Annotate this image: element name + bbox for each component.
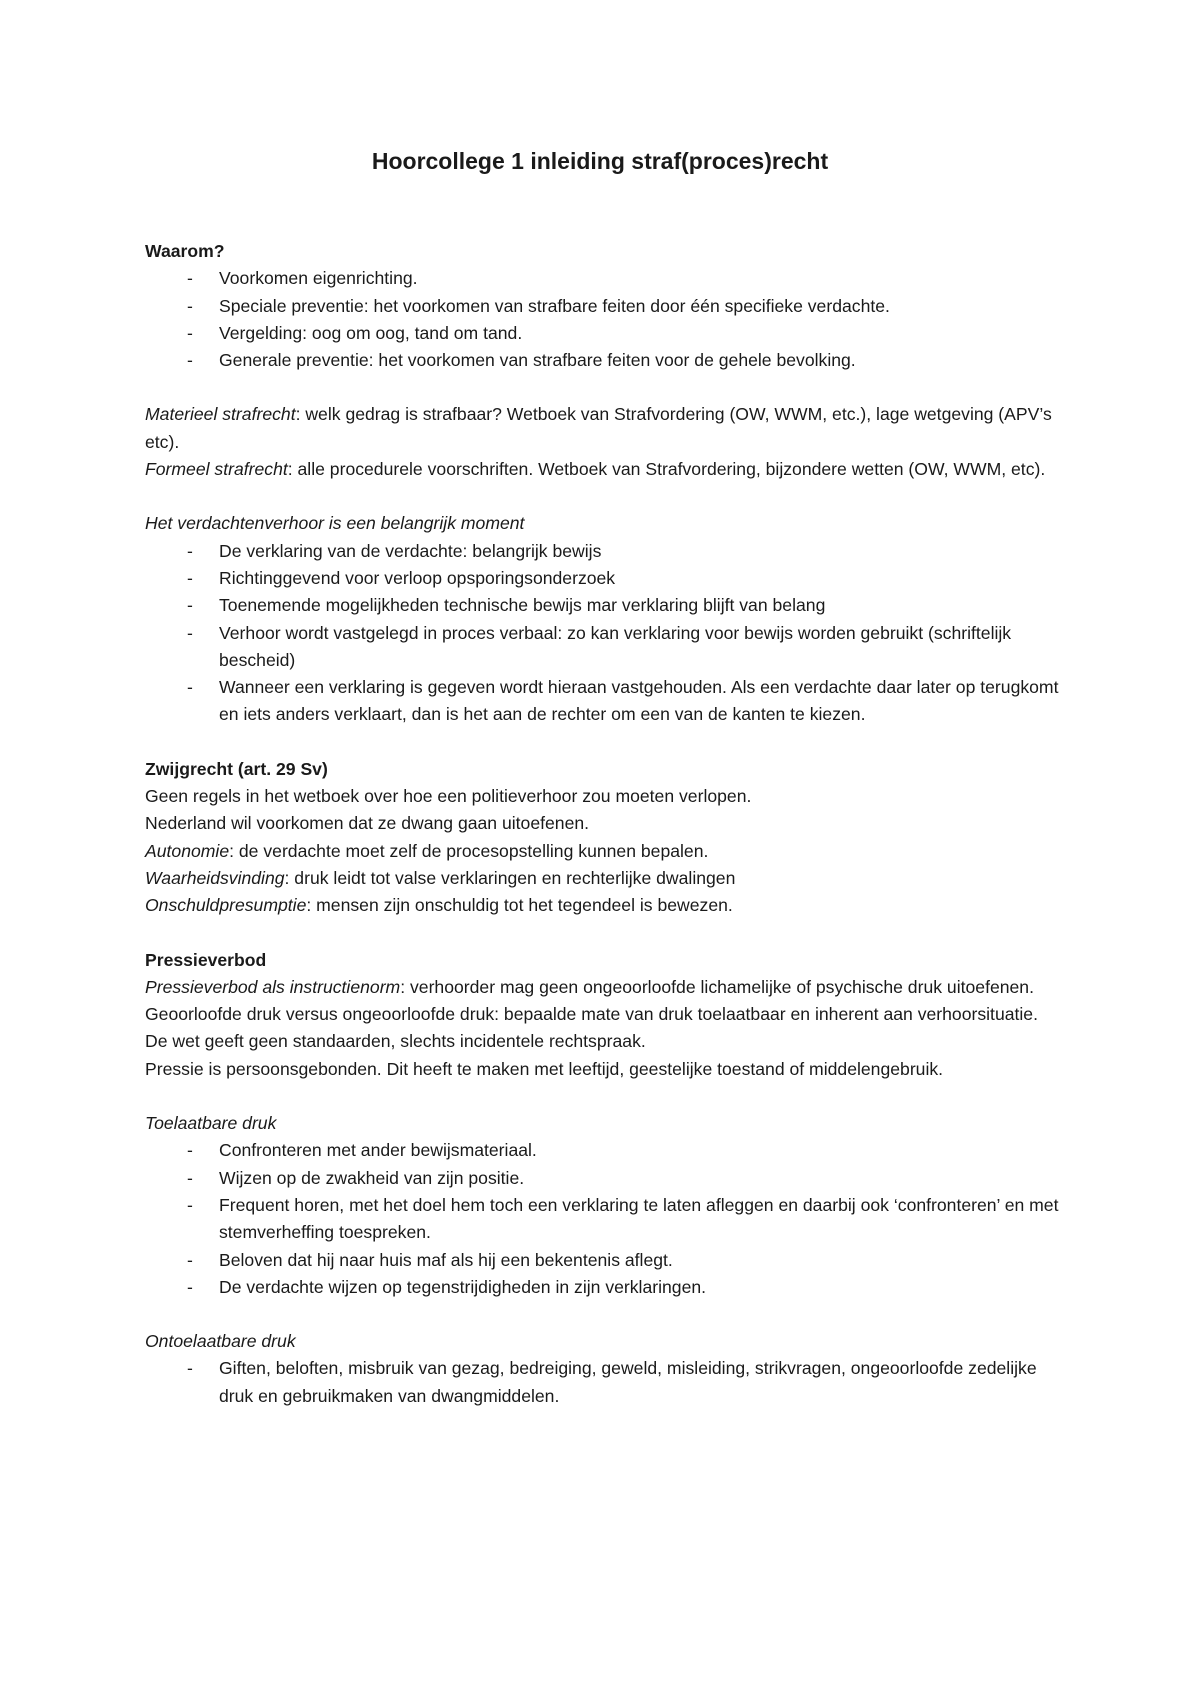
formeel-strafrecht-term: Formeel strafrecht [145, 459, 288, 480]
waarheidsvinding-paragraph [145, 865, 1075, 892]
list-item: - De verdachte wijzen op tegenstrijdigheden in zijn verklaringen. [145, 1274, 1075, 1301]
ontoelaatbare-druk-list [145, 1355, 1075, 1410]
ontoelaatbare-druk-heading: Ontoelaatbare druk [145, 1331, 296, 1352]
waarheidsvinding-term: Waarheidsvinding [145, 867, 285, 888]
list-item: - Wanneer een verklaring is gegeven wordt hieraan vastgehouden. Als een verdachte daar later op terugkomt en iets anders verklaart, dan is het aan de rechter om een van de kanten te kiezen. [145, 674, 1075, 729]
list-item: - De verklaring van de verdachte: belangrijk bewijs [145, 538, 1075, 565]
formeel-strafrecht-text: : alle procedurele voorschriften. Wetboek van Strafvordering, bijzondere wetten (OW, WWM, etc). [287, 459, 1046, 480]
autonomie-paragraph [145, 838, 1075, 865]
list-item: - Richtinggevend voor verloop opsporingsonderzoek [145, 565, 1075, 592]
document-title: Hoorcollege 1 inleiding straf(proces)recht [371, 148, 829, 174]
list-item: - Generale preventie: het voorkomen van strafbare feiten voor de gehele bevolking. [145, 347, 1075, 374]
materieel-strafrecht-paragraph [145, 401, 1075, 456]
pressieverbod-line: Pressie is persoonsgebonden. Dit heeft te maken met leeftijd, geestelijke toestand of middelengebruik. [145, 1058, 944, 1079]
waarom-heading: Waarom? [145, 241, 225, 261]
waarom-list [145, 265, 1075, 374]
list-item: - Verhoor wordt vastgelegd in proces verbaal: zo kan verklaring voor bewijs worden gebruikt (schriftelijk bescheid) [145, 620, 1075, 675]
materieel-strafrecht-term: Materieel strafrecht [145, 404, 296, 425]
list-item: - Confronteren met ander bewijsmateriaal. [145, 1137, 1075, 1164]
verhoor-heading: Het verdachtenverhoor is een belangrijk moment [145, 513, 525, 534]
onschuldpresumptie-text: : mensen zijn onschuldig tot het tegendeel is bewezen. [306, 895, 733, 916]
pressieverbod-heading: Pressieverbod [145, 949, 267, 970]
materieel-strafrecht-text: : welk gedrag is strafbaar? Wetboek van Strafvordering (OW, WWM, etc.), lage wetgeving (APV’s etc). [145, 404, 1052, 452]
list-item: - Giften, beloften, misbruik van gezag, bedreiging, geweld, misleiding, strikvragen, ongeoorloofde zedelijke druk en gebruikmaken van dwangmiddelen. [145, 1355, 1075, 1410]
document-body [145, 238, 1075, 1410]
pressieverbod-line: De wet geeft geen standaarden, slechts incidentele rechtspraak. [145, 1031, 646, 1052]
toelaatbare-druk-list [145, 1137, 1075, 1301]
instructienorm-term: Pressieverbod als instructienorm [145, 976, 401, 997]
list-item: - Toenemende mogelijkheden technische bewijs mar verklaring blijft van belang [145, 592, 1075, 619]
zwijgrecht-line: Nederland wil voorkomen dat ze dwang gaan uitoefenen. [145, 813, 590, 834]
verhoor-list [145, 538, 1075, 729]
onschuldpresumptie-term: Onschuldpresumptie [145, 895, 307, 916]
zwijgrecht-line: Geen regels in het wetboek over hoe een politieverhoor zou moeten verlopen. [145, 786, 752, 807]
toelaatbare-druk-heading: Toelaatbare druk [145, 1113, 277, 1134]
list-item: - Voorkomen eigenrichting. [145, 265, 1075, 292]
list-item: - Vergelding: oog om oog, tand om tand. [145, 320, 1075, 347]
pressieverbod-line: Geoorloofde druk versus ongeoorloofde druk: bepaalde mate van druk toelaatbaar en inherent aan verhoorsituatie. [145, 1004, 1038, 1025]
autonomie-text: : de verdachte moet zelf de procesopstelling kunnen bepalen. [229, 840, 709, 861]
list-item: - Frequent horen, met het doel hem toch een verklaring te laten afleggen en daarbij ook ‘confronteren’ en met stemverheffing toespreken. [145, 1192, 1075, 1247]
list-item: - Speciale preventie: het voorkomen van strafbare feiten door één specifieke verdachte. [145, 293, 1075, 320]
zwijgrecht-heading: Zwijgrecht (art. 29 Sv) [145, 758, 328, 779]
instructienorm-paragraph [145, 974, 1075, 1001]
instructienorm-text: : verhoorder mag geen ongeoorloofde lichamelijke of psychische druk uitoefenen. [400, 976, 1034, 997]
list-item: - Beloven dat hij naar huis maf als hij een bekentenis aflegt. [145, 1247, 1075, 1274]
formeel-strafrecht-paragraph [145, 456, 1075, 483]
onschuldpresumptie-paragraph [145, 892, 1075, 919]
waarheidsvinding-text: : druk leidt tot valse verklaringen en rechterlijke dwalingen [284, 867, 736, 888]
list-item: - Wijzen op de zwakheid van zijn positie. [145, 1165, 1075, 1192]
autonomie-term: Autonomie [145, 840, 230, 861]
